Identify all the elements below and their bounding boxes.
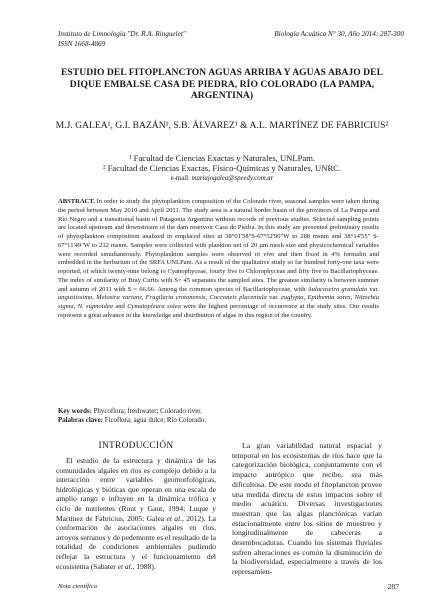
et-al-1: et al. [166,513,183,523]
species-cymatopleura: Cymatopleura solea [127,303,181,310]
species-aulacoseira: Aulacoseira granulata [307,285,368,293]
intro-text-2: , 2012). La conformación de asociaciones algales en ríos, arroyos serranos y de pedemonte es el resultado de la totalidad de condiciones ambientales pudiendo reflejar la estructura y el funcionamiento del ecosistema (Sabater [56,513,216,571]
keywords-label: Key words: [58,408,92,415]
keywords [58,407,379,425]
abstract-text-1: In order to study the phytoplankton composition of the Colorado river, seasonal samples were taken during the period between May 2010 and April 2011. The study area is a natural border basin of the provinces of La Pampa and Río Negro and a transitional basin of Patagonia Argentina without records of previous studies. Selected sampling points are located upstream and downstream of the dam reservoir Casa de Piedra. In this study are presented preliminary results of phytoplankton composition analized in emplaced sites at 38°01'58"S-67°52'90"W to 288 msnm and 38°14'55" S-67°11'49"W to 232 msnm. Samples were collected with plankton net of 20 µm mesh size and physicochemical variables were recorded simultaneously. Phytoplankton samples were observed [58,198,379,258]
keywords-es [58,416,379,425]
intro-paragraph-2: La gran variabilidad natural espacial y temporal en los ecosistemas de ríos hace que la categorización biológica, conjuntamente con el impacto antrópico que recibe, sea más dificultosa. De este modo el fitoplancton provee una medida directa de estos impactos sobre el medio acuático. Diversas investigaciones muestran que las algas planctónicas varían estacionalmente entre los sitios de muestreo y longitudinalmente de cabeceras a desembocaduras. Cuando los sistemas fluviales sufren alteraciones es común la disminución de la biodiversidad, especialmente a través de los represamien- [232,441,382,577]
section-heading-introduccion: INTRODUCCIÓN [98,441,174,451]
email-label: e-mail: [170,174,190,182]
keywords-en [58,407,379,416]
affiliations [52,153,392,184]
author-list: M.J. GALEA¹, G.I. BAZÁN¹, S.B. ÁLVAREZ¹ & A.L. MARTÍNEZ DE FABRICIUS² [55,120,389,131]
et-al-2: et al. [117,561,133,571]
column-right [232,441,382,577]
species-list-2: euglypta, Epithemia sorex, Nitzschia sigma, N. sigmoidea [58,294,380,310]
column-left [56,441,216,571]
intro-paragraph-1 [56,456,216,571]
abstract [58,198,379,321]
keywords-text: Phycoflora; freshwater; Colorado river. [91,408,202,415]
abstract-text-2: and then fixed in 4% formalin and embedded in the herbarium of the SRFA UNLPam. As a result of the qualitative study so far hundred forty-one taxa were reported, of which twenty-nine belong to Cyanophyceae, fourty five to Chlorophyceae and fifty five to Bacillariophyceae. The index of similarity of Bray Curtis with S= 45 separates the sampled sites. The greatest similarity is between summer and autumn of 2011 with S = 66.66. Among the common species of Bacillariophyceae, with [58,250,379,293]
intro-text-1: El estudio de la estructura y dinámica de las comunidades algales en ríos es complejo debido a la interacción entre variables geomorfológicas, hidrológicas y bióticas que operan en una escala de amplio rango e influyen en la dinámica trófica y ciclo de nutrientes (Rout y Gaur, 1994; Luque y Martínez de Fabricius, 2005; Galea [56,456,216,523]
issn: ISSN 1668-4869 [58,39,106,48]
abstract-label: ABSTRACT. [58,198,95,205]
affiliation-1: ¹ Facultad de Ciencias Exactas y Naturales, UNLPam. [128,153,316,163]
abstract-in-vivo: in vivo [254,250,275,258]
palabras-clave-label: Palabras clave: [58,417,103,424]
abstract-var-1: var. [367,285,379,293]
affiliation-2: ² Facultad de Ciencias Exactas, Físico-Químicas y Naturales, UNRC. [102,163,342,174]
email-address: mariajogalea@speedy.com.ar [191,174,274,182]
abstract-text-3: were the highest percentage of occurrence at the study sites. Our results represent a great advance in the knowledge and distribution of algae in this region of the country. [58,303,380,319]
institute-name: Instituto de Limnología "Dr. R.A. Ringuelet" [58,30,186,38]
page-number: 287 [387,582,399,591]
intro-text-3: , 1988). [132,561,156,571]
journal-citation: Biología Acuática N° 30, Año 2014: 287-300 [274,30,404,38]
abstract-var-2: var. [266,294,282,302]
journal-header-left [58,30,186,49]
footer-section-label: Nota científica [58,583,98,590]
abstract-and: and [112,303,128,310]
paper-title: ESTUDIO DEL FITOPLANCTON AGUAS ARRIBA Y AGUAS ABAJO DEL DIQUE EMBALSE CASA DE PIEDRA, RÍO COLORADO (LA PAMPA, ARGENTINA) [60,67,384,102]
palabras-clave-text: Ficoflora; agua dulce; Río Colorado. [102,417,206,424]
species-list-1: angustissima, Melosira varians, Fragilaria crotonensis, Cocconeis placentula [58,294,267,302]
contact-email [52,174,392,184]
